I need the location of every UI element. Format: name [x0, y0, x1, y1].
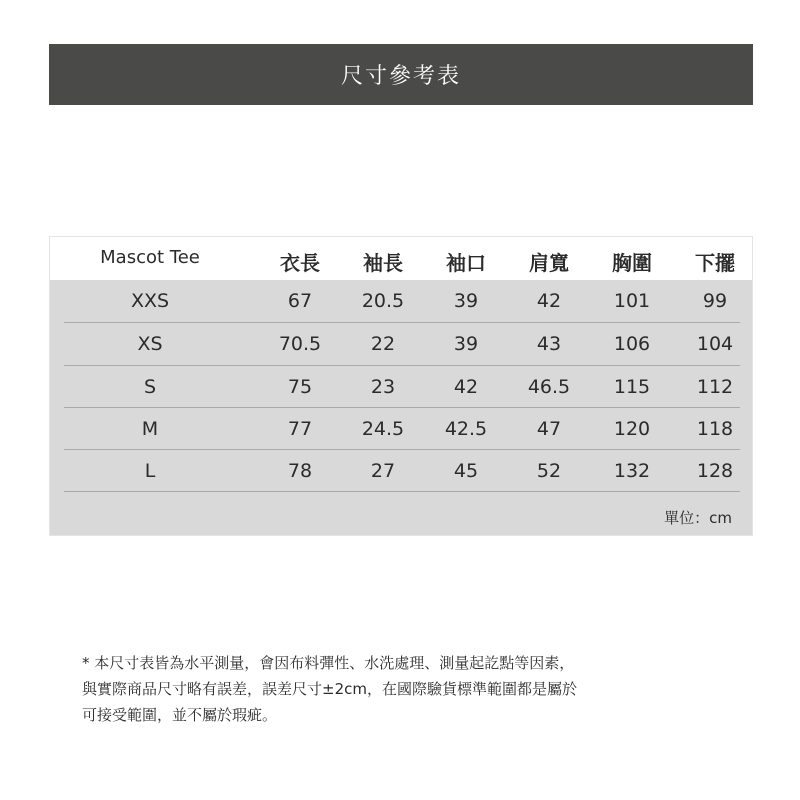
table-cell: 118: [696, 418, 734, 440]
table-cell: 75: [287, 376, 313, 398]
header-hem: 下擺: [695, 251, 735, 275]
table-cell: 20.5: [361, 290, 405, 312]
table-cell: 70.5: [278, 333, 322, 355]
header-length: 衣長: [280, 251, 320, 275]
table-cell: 23: [370, 376, 396, 398]
table-cell: 42: [453, 376, 479, 398]
page-title-banner: [49, 44, 753, 105]
table-cell: 46.5: [527, 376, 571, 398]
header-shoulder: 肩寬: [529, 251, 569, 275]
table-cell: 120: [613, 418, 651, 440]
size-label: M: [141, 418, 159, 440]
header-product-name: Mascot Tee: [100, 247, 200, 268]
table-row: [50, 450, 752, 492]
table-cell: 112: [696, 376, 734, 398]
table-cell: 106: [613, 333, 651, 355]
table-cell: 101: [613, 290, 651, 312]
table-cell: 128: [696, 460, 734, 482]
table-cell: 39: [453, 290, 479, 312]
table-row: [50, 280, 752, 322]
table-row: [50, 366, 752, 408]
size-table: [49, 236, 753, 536]
table-row: [50, 323, 752, 365]
header-chest: 胸圍: [612, 251, 652, 275]
table-cell: 77: [287, 418, 313, 440]
measurement-note: [82, 650, 732, 728]
note-line: 與實際商品尺寸略有誤差，誤差尺寸±2cm，在國際驗貨標準範圍都是屬於: [82, 680, 577, 698]
table-cell: 52: [536, 460, 562, 482]
table-cell: 42: [536, 290, 562, 312]
table-header-row: [50, 237, 752, 280]
table-cell: 22: [370, 333, 396, 355]
header-sleeve-length: 袖長: [363, 251, 403, 275]
page-title: 尺寸參考表: [340, 64, 461, 89]
table-cell: 43: [536, 333, 562, 355]
size-label: S: [143, 376, 157, 398]
table-cell: 24.5: [361, 418, 405, 440]
table-cell: 99: [702, 290, 728, 312]
table-cell: 78: [287, 460, 313, 482]
table-cell: 132: [613, 460, 651, 482]
table-cell: 67: [287, 290, 313, 312]
table-cell: 115: [613, 376, 651, 398]
table-cell: 27: [370, 460, 396, 482]
table-cell: 39: [453, 333, 479, 355]
table-cell: 42.5: [444, 418, 488, 440]
table-cell: 47: [536, 418, 562, 440]
size-label: L: [144, 460, 156, 482]
note-line: 可接受範圍，並不屬於瑕疵。: [82, 706, 278, 724]
row-divider: [64, 491, 740, 492]
header-cuff: 袖口: [446, 251, 486, 275]
table-cell: 45: [453, 460, 479, 482]
unit-label: 單位：cm: [664, 509, 732, 527]
table-row: [50, 408, 752, 450]
table-cell: 104: [696, 333, 734, 355]
size-label: XXS: [130, 290, 170, 312]
size-label: XS: [137, 333, 163, 355]
note-line: * 本尺寸表皆為水平測量，會因布料彈性、水洗處理、測量起訖點等因素，: [82, 654, 575, 672]
